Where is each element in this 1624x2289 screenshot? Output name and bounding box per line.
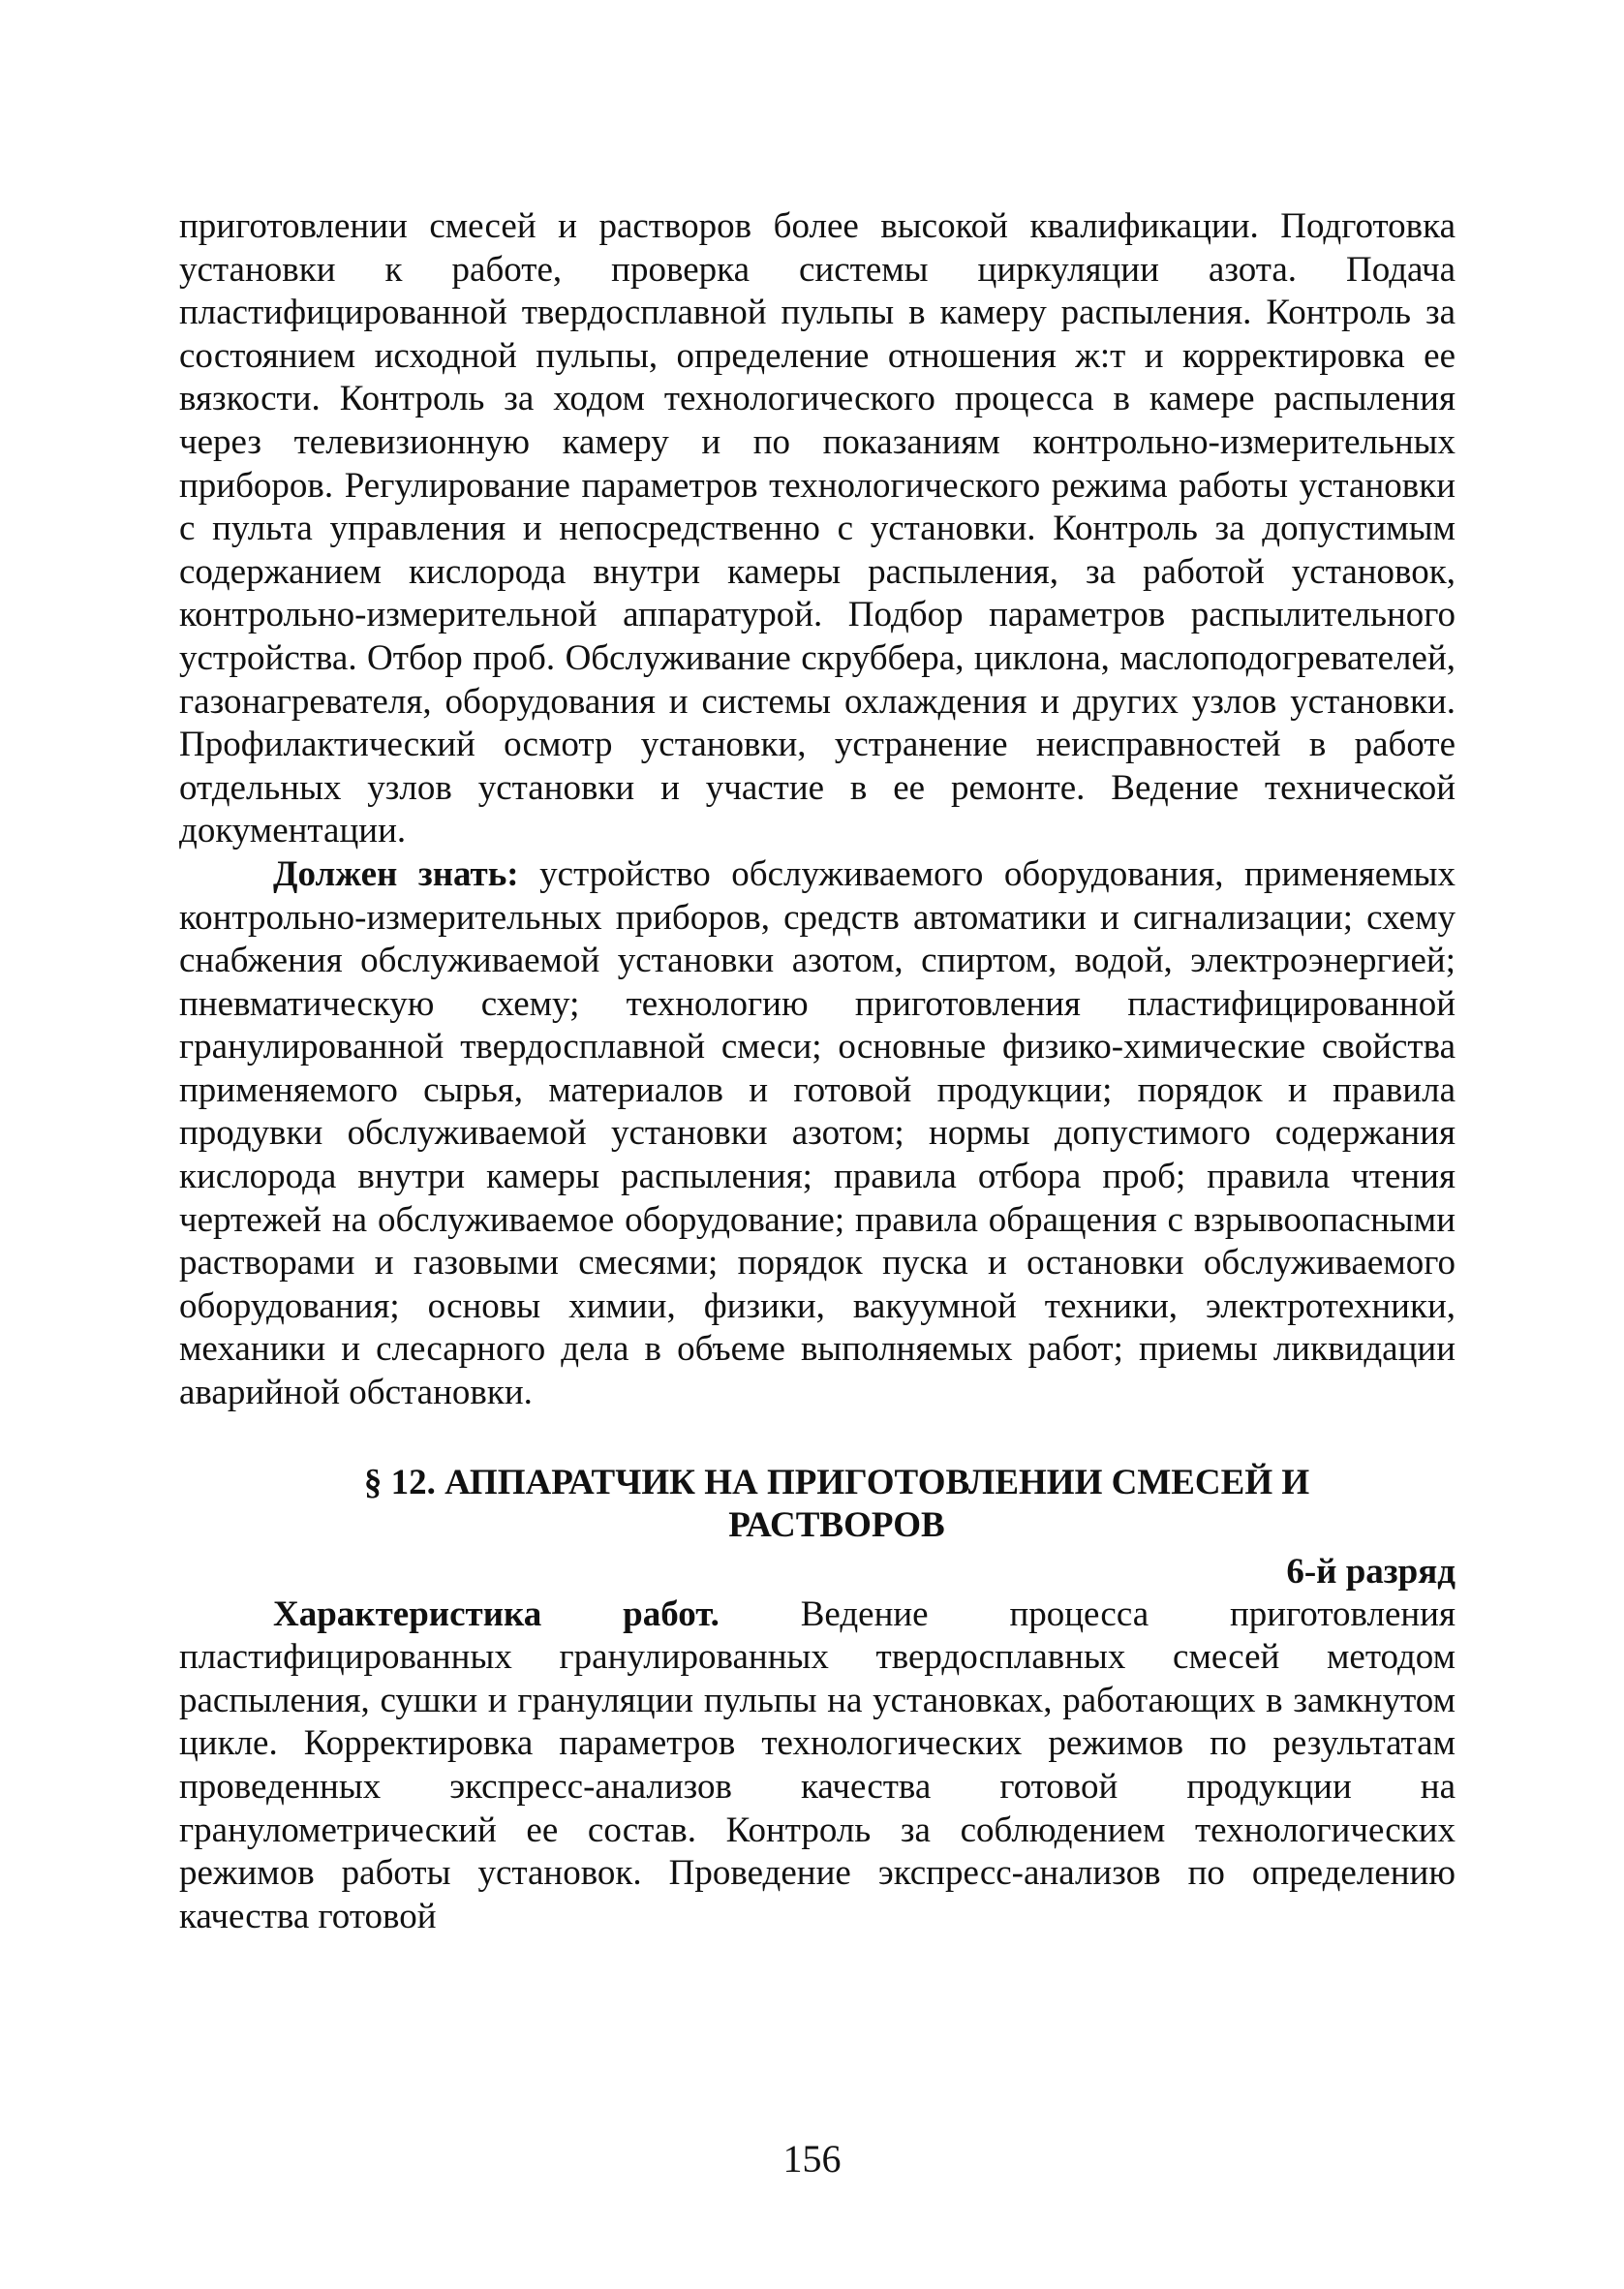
section-title-line-2: РАСТВОРОВ bbox=[728, 1504, 945, 1545]
must-know-label: Должен знать: bbox=[273, 853, 519, 894]
page-content bbox=[179, 205, 1455, 1938]
work-characteristics-label: Характеристика работ. bbox=[273, 1593, 720, 1634]
grade-label: 6-й разряд bbox=[1286, 1551, 1455, 1592]
must-know-paragraph bbox=[179, 853, 1455, 1415]
body-paragraph-1: приготовлении смесей и растворов более высокой квалификации. Подготовка установки к работе, проверка системы циркуляции азота. Подача пластифицированной твердосплавной пульпы в камеру распыления. Контроль за состоянием исходной пульпы, определение отношения ж:т и корректировка ее вязкости. Контроль за ходом технологического процесса в камере распыления через телевизионную камеру и по показаниям контрольно-измерительных приборов. Регулирование параметров технологического режима работы установки с пульта управления и непосредственно с установки. Контроль за допустимым содержанием кислорода внутри камеры распыления, за работой установок, контрольно-измерительной аппаратурой. Подбор параметров распылительного устройства. Отбор проб. Обслуживание скруббера, циклона, маслоподогревателей, газонагревателя, оборудования и системы охлаждения и других узлов установки. Профилактический осмотр установки, устранение неисправностей в работе отдельных узлов установки и участие в ее ремонте. Ведение технической документации. bbox=[179, 206, 1455, 851]
work-characteristics-text: Ведение процесса приготовления пластифицированных гранулированных твердосплавных смесей методом распыления, сушки и грануляции пульпы на установках, работающих в замкнутом цикле. Корректировка параметров технологических режимов по результатам проведенных экспресс-анализов качества готовой продукции на гранулометрический ее состав. Контроль за соблюдением технологических режимов работы установок. Проведение экспресс-анализов по определению качества готовой bbox=[179, 1593, 1455, 1936]
work-characteristics-paragraph bbox=[179, 1593, 1455, 1939]
section-title bbox=[179, 1462, 1455, 1547]
section-title-line-1: § 12. АППАРАТЧИК НА ПРИГОТОВЛЕНИИ СМЕСЕЙ И bbox=[363, 1462, 1310, 1502]
must-know-text: устройство обслуживаемого оборудования, применяемых контрольно-измерительных приборов, средств автоматики и сигнализации; схему снабжения обслуживаемой установки азотом, спиртом, водой, электроэнергией; пневматическую схему; технологию приготовления пластифицированной гранулированной твердосплавной смеси; основные физико-химические свойства применяемого сырья, материалов и готовой продукции; порядок и правила продувки обслуживаемой установки азотом; нормы допустимого содержания кислорода внутри камеры распыления; правила отбора проб; правила чтения чертежей на обслуживаемое оборудование; правила обращения с взрывоопасными растворами и газовыми смесями; порядок пуска и остановки обслуживаемого оборудования; основы химии, физики, вакуумной техники, электротехники, механики и слесарного дела в объеме выполняемых работ; приемы ликвидации аварийной обстановки. bbox=[179, 853, 1455, 1413]
page-number: 156 bbox=[782, 2137, 842, 2181]
